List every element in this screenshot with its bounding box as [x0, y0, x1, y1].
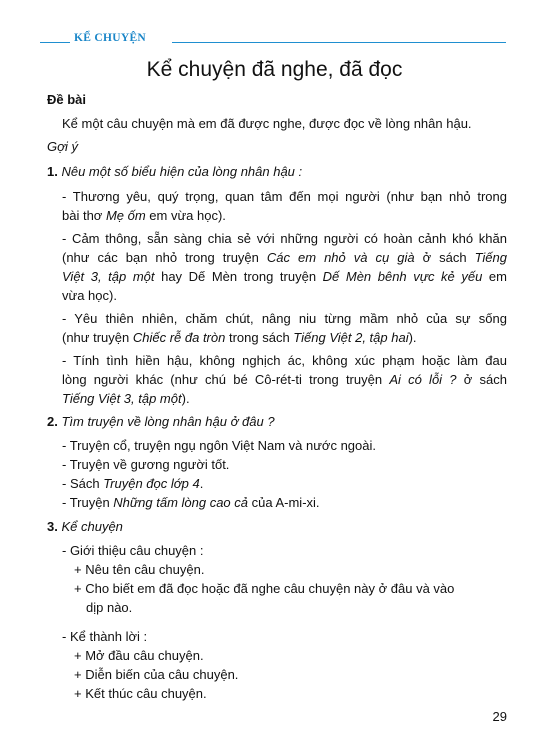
text-run: - Sách	[62, 476, 104, 491]
de-bai-text: Kể một câu chuyện mà em đã được nghe, được đọc về lòng nhân hậu.	[62, 116, 472, 131]
book-title: Tiếng Việt 3, tập một	[62, 391, 182, 406]
text-run: (như truyện	[62, 330, 133, 345]
book-title: Những tấm lòng cao cả	[113, 495, 249, 510]
s1-p4-line1: - Tính tình hiền hậu, không nghịch ác, không xúc phạm hoặc làm đau	[62, 353, 507, 368]
section-1-heading: Nêu một số biểu hiện của lòng nhân hậu :	[61, 164, 303, 179]
book-title: Việt 3, tập một	[62, 269, 155, 284]
s2-item-4	[62, 493, 320, 512]
text-run: em	[482, 269, 507, 284]
text-run: - Truyện	[62, 495, 114, 510]
story-title: Các em nhỏ và cụ già	[266, 250, 415, 265]
text-run: của A-mi-xi.	[248, 495, 320, 510]
s1-p3-line2	[62, 328, 417, 347]
section-3-title	[47, 517, 123, 536]
s1-p2-line4: vừa học).	[62, 288, 117, 303]
goi-y-heading: Gợi ý	[47, 139, 78, 154]
s2-item-3	[62, 474, 203, 493]
story-title: Ai có lỗi ?	[389, 372, 457, 387]
story-title: Dế Mèn bênh vực kẻ yếu	[322, 269, 483, 284]
de-bai-heading: Đề bài	[47, 92, 87, 107]
section-1-number: 1.	[47, 164, 58, 179]
s3-intro-item-2-line2: dịp nào.	[86, 600, 133, 615]
section-3-number: 3.	[47, 519, 58, 534]
header-rule-right	[172, 42, 506, 43]
s3-intro-item-2-line1: + Cho biết em đã đọc hoặc đã nghe câu chuyện này ở đâu và vào	[74, 581, 455, 596]
page-number: 29	[492, 709, 507, 724]
section-label: KỂ CHUYỆN	[74, 32, 147, 44]
book-title: Tiếng Việt 2, tập hai	[293, 330, 409, 345]
s1-p1-line1: - Thương yêu, quý trọng, quan tâm đến mọi người (như bạn nhỏ trong	[62, 189, 507, 204]
header-rule-left	[40, 42, 70, 43]
text-run: trong sách	[225, 330, 294, 345]
section-2-number: 2.	[47, 414, 58, 429]
s3-narrate-item-1: + Mở đầu câu chuyện.	[74, 648, 204, 663]
section-3-heading: Kể chuyện	[61, 519, 123, 534]
text-run: hay Dế Mèn trong truyện	[154, 269, 323, 284]
text-run: bài thơ	[62, 208, 106, 223]
section-2-heading: Tìm truyện về lòng nhân hậu ở đâu ?	[61, 414, 275, 429]
poem-title: Mẹ ốm	[105, 208, 146, 223]
text-run: (như các bạn nhỏ trong truyện	[62, 250, 267, 265]
s1-p4-line3	[62, 389, 190, 408]
s1-p4-line2	[62, 370, 507, 389]
text-run: em vừa học).	[145, 208, 226, 223]
section-2-title	[47, 412, 275, 431]
text-run: ).	[408, 330, 417, 345]
s2-item-1: - Truyện cổ, truyện ngụ ngôn Việt Nam và nước ngoài.	[62, 438, 376, 453]
s2-item-2: - Truyện về gương người tốt.	[62, 457, 230, 472]
story-title: Chiếc rễ đa tròn	[132, 330, 226, 345]
s3-intro-item-1: + Nêu tên câu chuyện.	[74, 562, 205, 577]
s3-intro: - Giới thiệu câu chuyện :	[62, 543, 204, 558]
s3-narrate: - Kể thành lời :	[62, 629, 148, 644]
s1-p2-line2	[62, 248, 507, 267]
text-run: .	[199, 476, 204, 491]
text-run: lòng người khác (như chú bé Cô-rét-ti trong truyện	[62, 372, 390, 387]
text-run: ở sách	[414, 250, 475, 265]
section-header	[40, 30, 506, 46]
section-1-title	[47, 162, 302, 181]
text-run: ở sách	[456, 372, 507, 387]
s1-p3-line1: - Yêu thiên nhiên, chăm chút, nâng niu từng mầm nhỏ của sự sống	[62, 311, 507, 326]
book-title: Truyện đọc lớp 4	[103, 476, 200, 491]
s1-p1-line2	[62, 206, 226, 225]
text-run: ).	[181, 391, 190, 406]
s1-p2-line3	[62, 267, 507, 286]
s3-narrate-item-2: + Diễn biến của câu chuyện.	[74, 667, 239, 682]
s1-p2-line1: - Cảm thông, sẵn sàng chia sẻ với những người có hoàn cảnh khó khăn	[62, 231, 507, 246]
book-title: Tiếng	[474, 250, 507, 265]
s3-narrate-item-3: + Kết thúc câu chuyện.	[74, 686, 207, 701]
page-title: Kể chuyện đã nghe, đã đọc	[146, 58, 403, 81]
